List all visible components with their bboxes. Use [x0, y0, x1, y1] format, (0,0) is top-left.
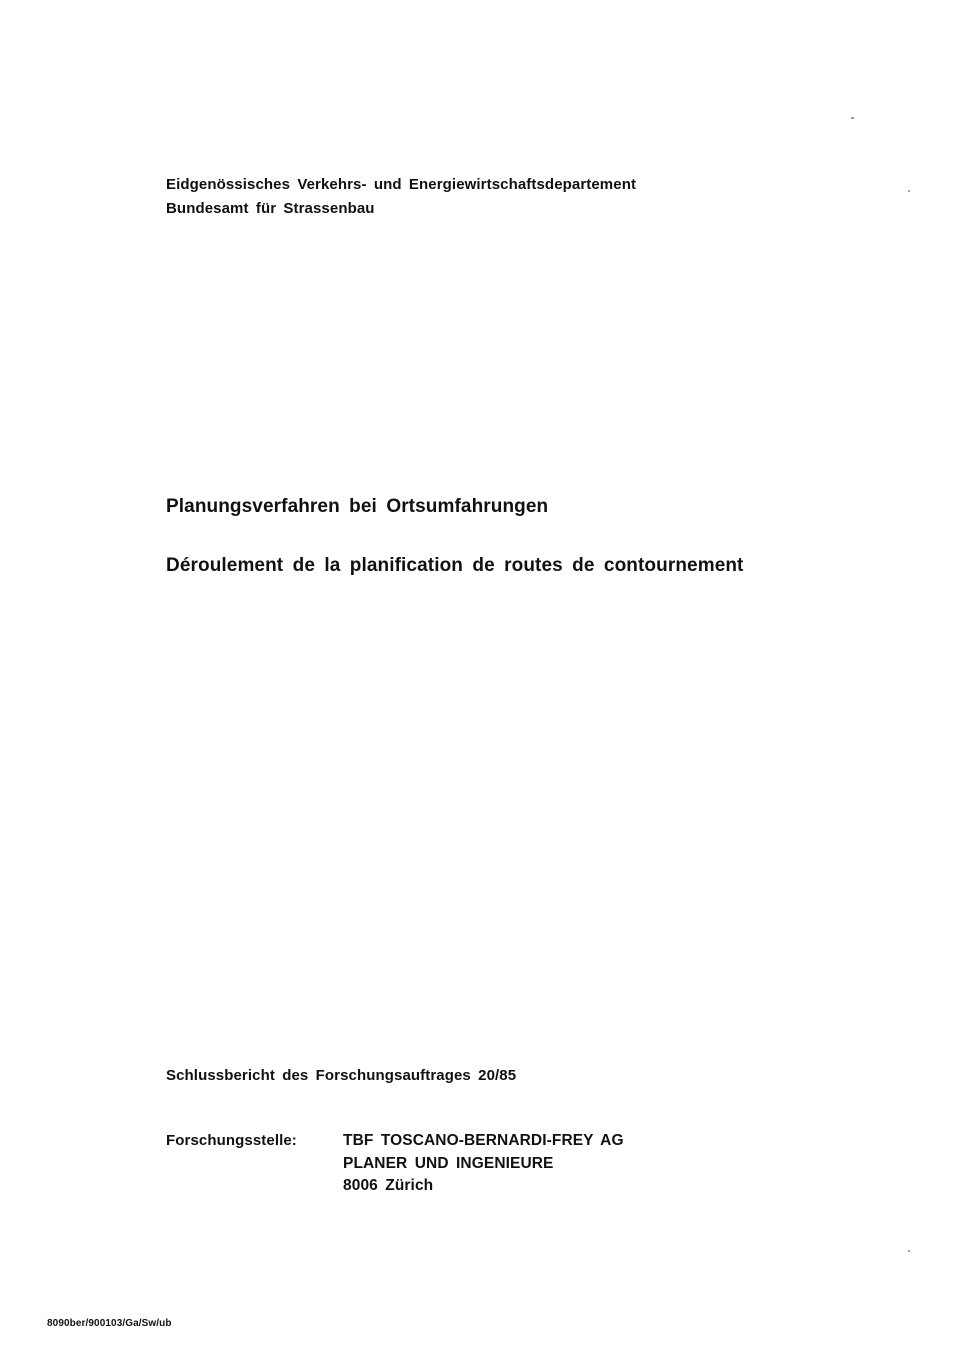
title-french: Déroulement de la planification de routes de contournement [166, 555, 744, 576]
scan-speck [908, 1250, 910, 1252]
scan-speck [908, 190, 910, 192]
office-name: Bundesamt für Strassenbau [166, 200, 375, 217]
title-german: Planungsverfahren bei Ortsumfahrungen [166, 496, 549, 517]
research-body-label: Forschungsstelle: [166, 1132, 297, 1149]
report-line: Schlussbericht des Forschungsauftrages 20/85 [166, 1067, 517, 1084]
document-code: 8090ber/900103/Ga/Sw/ub [47, 1318, 172, 1329]
scan-speck [851, 117, 854, 119]
address-line-company: TBF TOSCANO-BERNARDI-FREY AG [343, 1132, 624, 1149]
address-line-profession: PLANER UND INGENIEURE [343, 1155, 554, 1172]
department-name: Eidgenössisches Verkehrs- und Energiewirtschaftsdepartement [166, 176, 637, 193]
address-line-city: 8006 Zürich [343, 1177, 434, 1194]
